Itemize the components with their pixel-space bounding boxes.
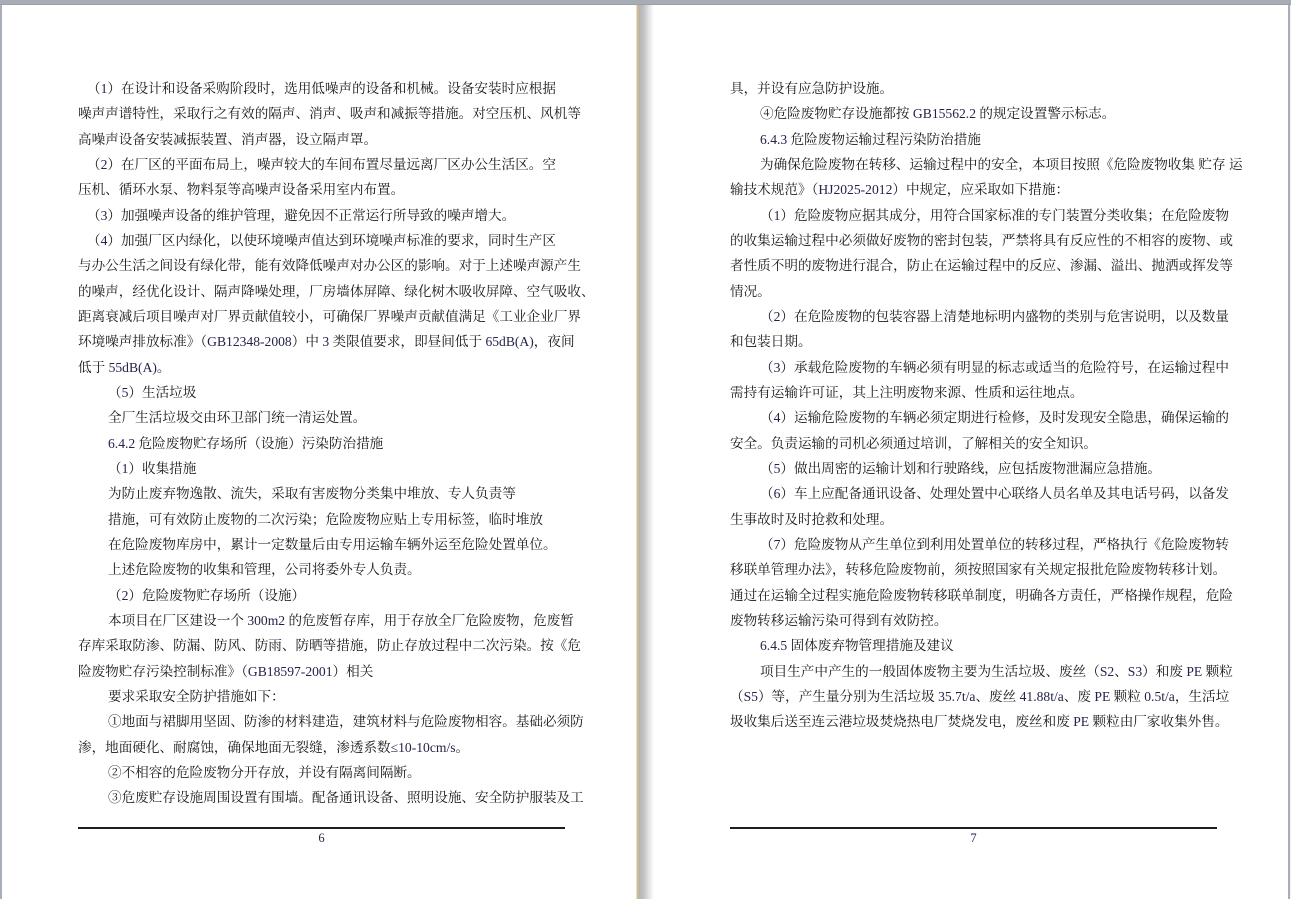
text-line: ①地面与裙脚用坚固、防渗的材料建造，建筑材料与危险废物相容。基础必须防: [108, 714, 584, 730]
text-line: 和包装日期。: [730, 334, 812, 350]
page-6-text-block: [78, 76, 595, 811]
text-line: （2）在厂区的平面布局上，噪声较大的车间布置尽量远离厂区办公生活区。空: [87, 156, 556, 172]
latin-text: 2: [773, 308, 781, 324]
latin-text: 55dB(A): [105, 359, 157, 375]
page-7-text-block: [730, 76, 1243, 735]
text-line: （3）承载危险废物的车辆必须有明显的标志或适当的危险符号，在运输过程中: [760, 359, 1229, 375]
latin-text: 6: [773, 486, 781, 502]
latin-text: 1: [121, 460, 129, 476]
page-6: [2, 0, 636, 899]
text-line: 需持有运输许可证，其上注明废物来源、性质和运往地点。: [730, 384, 1084, 400]
text-line: 通过在运输全过程实施危险废物转移联单制度，明确各方责任，严格操作规程，危险: [730, 587, 1233, 603]
latin-text: 6.4.2: [108, 435, 139, 451]
text-line: 的收集运输过程中必须做好废物的密封包装，严禁将具有反应性的不相容的废物、或: [730, 232, 1233, 248]
text-line: 压机、循环水泵、物料泵等高噪声设备采用室内布置。: [78, 182, 405, 198]
latin-text: 6.4.3: [760, 131, 791, 147]
footer-rule: [78, 827, 565, 829]
latin-text: 41.88t/a: [1016, 688, 1064, 704]
latin-text: 7: [773, 536, 781, 552]
text-line: 项目生产中产生的一般固体废物主要为生活垃圾、废丝（S2、S3）和废 PE 颗粒: [760, 663, 1233, 679]
latin-text: 65dB(A): [482, 334, 534, 350]
footer-rule: [730, 827, 1217, 829]
text-line: 的噪声，经优化设计、隔声降噪处理，厂房墙体屏障、绿化树木吸收屏障、空气吸收、: [78, 283, 595, 299]
latin-text: 4: [773, 410, 781, 426]
text-line: 距离衰减后项目噪声对厂界贡献值较小，可确保厂界噪声贡献值满足《工业企业厂界: [78, 308, 581, 324]
text-line: 与办公生活之间设有绿化带，能有效降低噪声对办公区的影响。对于上述噪声源产生: [78, 258, 581, 274]
text-line: 生事故时及时抢救和处理。: [730, 511, 894, 527]
page-number: 7: [970, 831, 977, 845]
latin-text: 300m2: [243, 612, 289, 628]
latin-text: PE: [1091, 688, 1114, 704]
text-line: 全厂生活垃圾交由环卫部门统一清运处置。: [108, 410, 367, 426]
text-line: （2）危险废物贮存场所（设施）: [108, 587, 306, 603]
text-line: 险废物贮存污染控制标准》（GB18597-2001）相关: [78, 663, 374, 679]
latin-text: 35.7t/a: [934, 688, 976, 704]
text-line: 者性质不明的废物进行混合，防止在运输过程中的反应、渗漏、溢出、抛洒或挥发等: [730, 258, 1233, 274]
latin-text: 4: [100, 232, 108, 248]
latin-text: 2: [100, 156, 108, 172]
text-line: 废物转移运输污染可得到有效防控。: [730, 612, 948, 628]
text-line: 具，并设有应急防护设施。: [730, 81, 894, 96]
text-line: ②不相容的危险废物分开存放，并设有隔离间隔断。: [108, 764, 421, 780]
text-line: 措施，可有效防止废物的二次污染；危险废物应贴上专用标签，临时堆放: [108, 511, 543, 527]
text-line: 移联单管理办法》，转移危险废物前，须按照国家有关规定报批危险废物转移计划。: [730, 562, 1227, 578]
latin-text: [1195, 157, 1198, 172]
text-line: 噪声声谱特性，采取行之有效的隔声、消声、吸声和减振等措施。对空压机、风机等: [78, 106, 581, 122]
page-gutter: [636, 0, 654, 899]
text-line: 上述危险废物的收集和管理，公司将委外专人负责。: [108, 562, 421, 578]
window-left-edge: [0, 0, 2, 899]
text-line: 安全。负责运输的司机必须通过培训，了解相关的安全知识。: [730, 435, 1098, 451]
latin-text: ≤10-10cm/s: [390, 739, 456, 755]
latin-text: 5: [773, 460, 781, 476]
latin-text: GB15562.2: [909, 106, 980, 122]
latin-text: S3: [1127, 663, 1143, 679]
latin-text: S2: [1099, 663, 1115, 679]
text-line: 在危险废物库房中，累计一定数量后由专用运输车辆外运至危险处置单位。: [108, 536, 557, 552]
text-line: ④危险废物贮存设施都按 GB15562.2 的规定设置警示标志。: [760, 106, 1116, 122]
latin-text: 3: [773, 359, 781, 375]
latin-text: 6.4.5: [760, 638, 791, 654]
latin-text: 1: [100, 81, 108, 96]
text-line: （5）做出周密的运输计划和行驶路线，应包括废物泄漏应急措施。: [760, 460, 1162, 476]
text-line: （1）在设计和设备采购阶段时，选用低噪声的设备和机械。设备安装时应根据: [87, 81, 556, 96]
latin-text: PE: [1182, 663, 1206, 679]
text-line: 渗，地面硬化、耐腐蚀，确保地面无裂缝，渗透系数≤10-10cm/s。: [78, 739, 470, 755]
latin-text: PE: [1069, 714, 1093, 730]
page-7: [654, 0, 1288, 899]
latin-text: 2: [121, 587, 129, 603]
latin-text: HJ2025-2012: [818, 182, 893, 198]
latin-text: S5: [743, 688, 758, 704]
text-line: （6）车上应配备通讯设备、处理处置中心联络人员名单及其电话号码，以备发: [760, 486, 1229, 502]
text-line: （4）加强厂区内绿化，以使环境噪声值达到环境噪声标准的要求，同时生产区: [87, 232, 556, 248]
window-top-edge: [0, 0, 1291, 5]
text-line: 情况。: [730, 283, 771, 299]
text-line: 圾收集后送至连云港垃圾焚烧热电厂焚烧发电，废丝和废 PE 颗粒由厂家收集外售。: [730, 714, 1229, 730]
text-line: 环境噪声排放标准》（GB12348-2008）中 3 类限值要求，即昼间低于 65dB(A)，夜间: [78, 334, 575, 350]
text-line: （1）危险废物应据其成分，用符合国家标准的专门装置分类收集；在危险废物: [760, 207, 1229, 223]
latin-text: 3: [100, 207, 108, 223]
latin-text: 5: [121, 384, 129, 400]
text-line: （1）收集措施: [108, 460, 197, 476]
text-line: 6.4.5 固体废弃物管理措施及建议: [760, 638, 954, 654]
latin-text: 3: [318, 334, 333, 350]
text-line: （7）危险废物从产生单位到利用处置单位的转移过程，严格执行《危险废物转: [760, 536, 1229, 552]
text-line: 6.4.3 危险废物运输过程污染防治措施: [760, 131, 981, 147]
text-line: 高噪声设备安装减振装置、消声器，设立隔声罩。: [78, 131, 378, 147]
text-line: （3）加强噪声设备的维护管理，避免因不正常运行所导致的噪声增大。: [87, 207, 516, 223]
text-line: （2）在危险废物的包装容器上清楚地标明内盛物的类别与危害说明，以及数量: [760, 308, 1229, 324]
text-line: 为防止废弃物逸散、流失，采取有害废物分类集中堆放、专人负责等: [108, 486, 516, 502]
text-line: （4）运输危险废物的车辆必须定期进行检修，及时发现安全隐患，确保运输的: [760, 410, 1229, 426]
text-line: ③危废贮存设施周围设置有围墙。配备通讯设备、照明设施、安全防护服装及工: [108, 790, 584, 806]
text-line: 输技术规范》（HJ2025-2012）中规定，应采取如下措施：: [730, 182, 1070, 198]
latin-text: 0.5t/a: [1140, 688, 1175, 704]
latin-text: GB18597-2001: [247, 663, 333, 679]
text-line: 低于 55dB(A)。: [78, 359, 171, 375]
text-line: 存库采取防渗、防漏、防风、防雨、防晒等措施，防止存放过程中二次污染。按《危: [78, 638, 581, 654]
latin-text: 1: [773, 207, 781, 223]
text-line: 要求采取安全防护措施如下：: [108, 688, 285, 704]
text-line: 6.4.2 危险废物贮存场所（设施）污染防治措施: [108, 435, 384, 451]
text-line: 本项目在厂区建设一个 300m2 的危废暂存库，用于存放全厂危险废物，危废暂: [108, 612, 574, 628]
latin-text: GB12348-2008: [207, 334, 292, 350]
text-line: （5）生活垃圾: [108, 384, 197, 400]
text-line: （S5）等，产生量分别为生活垃圾 35.7t/a、废丝 41.88t/a、废 PE 颗粒 0.5t/a，生活垃: [730, 688, 1230, 704]
latin-text: [1226, 157, 1229, 172]
text-line: 为确保危险废物在转移、运输过程中的安全，本项目按照《危险废物收集 贮存 运: [760, 156, 1243, 172]
page-number: 6: [318, 831, 325, 845]
